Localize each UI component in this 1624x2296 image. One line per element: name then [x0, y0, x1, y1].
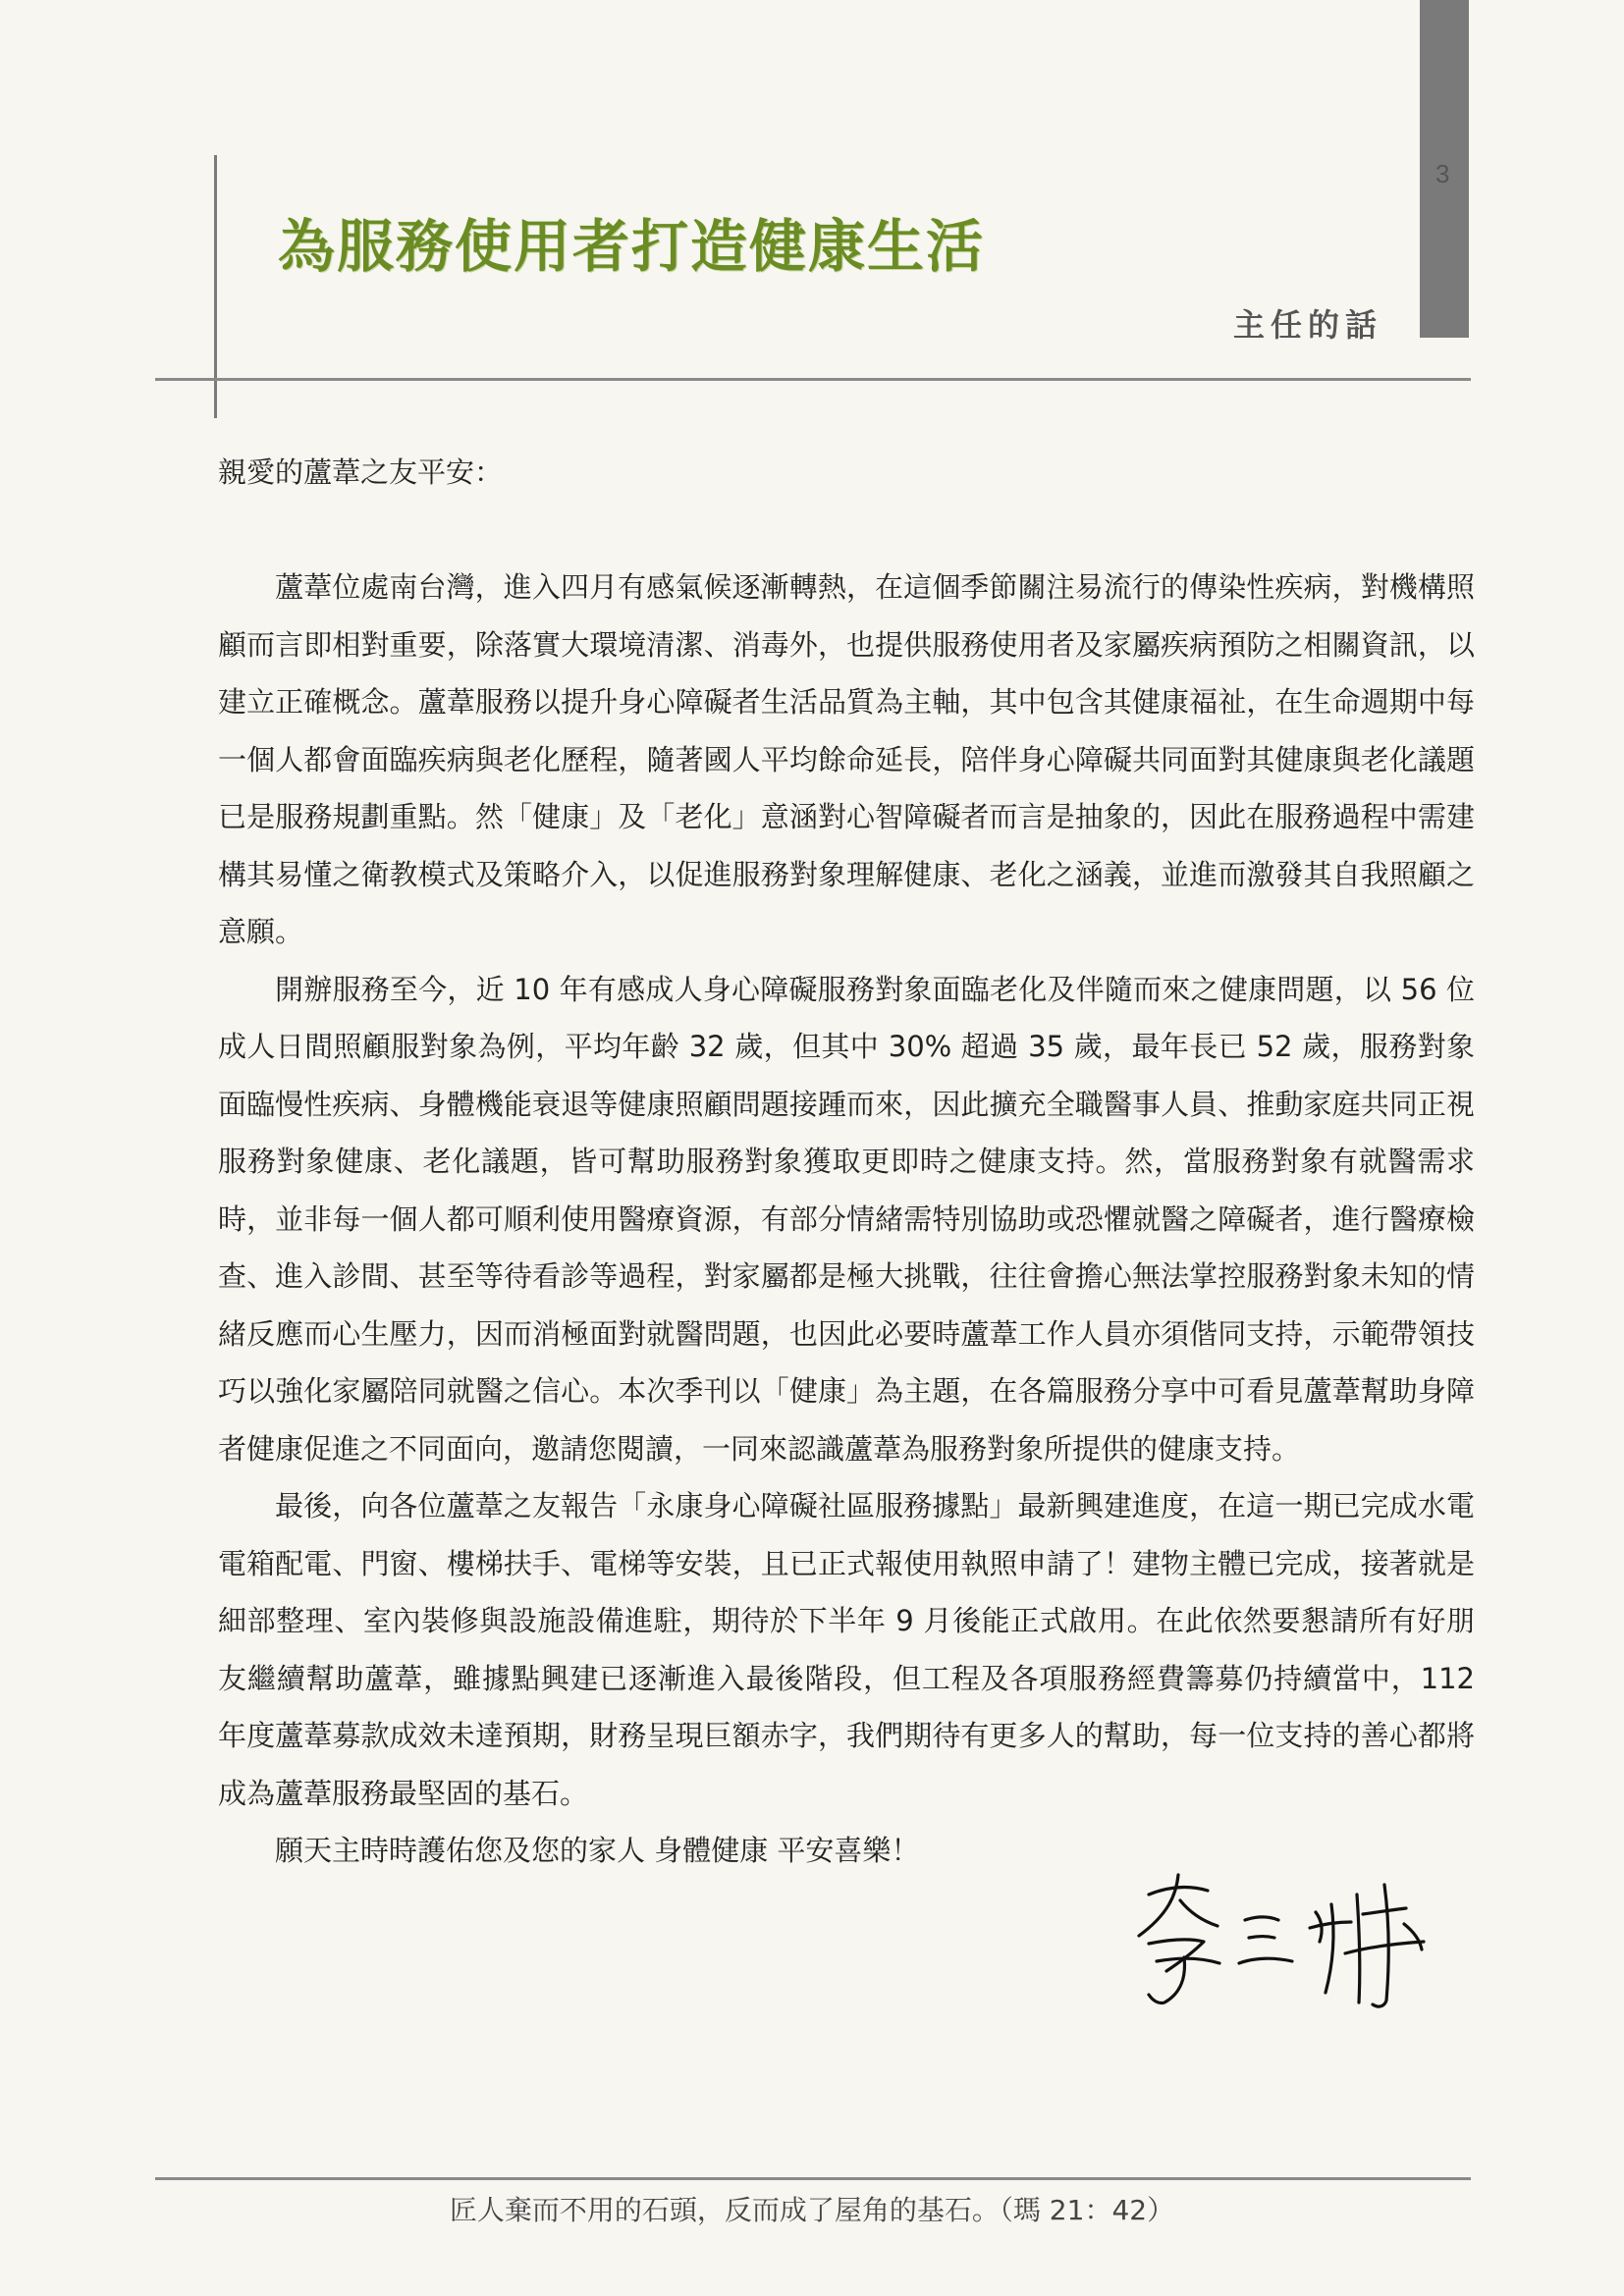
footer-divider: [155, 2177, 1471, 2180]
paragraph-closing: 願天主時時護佑您及您的家人 身體健康 平安喜樂！: [275, 1834, 920, 1867]
paragraph-2: 開辦服務至今，近 10 年有感成人身心障礙服務對象面臨老化及伴隨而來之健康問題，以 56 位成人日間照顧服對象為例，平均年齡 32 歲，但其中 30% 超過 35 歲，最年長已 52 歲，服務對象面臨慢性疾病、身體機能衰退等健康照顧問題接踵而來，因此擴充全職醫事人員、推動家庭共同正視服務對象健康、老化議題，皆可幫助服務對象獲取更即時之健康支持。然，當服務對象有就醫需求時，並非每一個人都可順利使用醫療資源，有部分情緒需特別協助或恐懼就醫之障礙者，進行醫療檢查、進入診間、甚至等待看診等過程，對家屬都是極大挑戰，往往會擔心無法掌控服務對象未知的情緒反應而心生壓力，因而消極面對就醫問題，也因此必要時蘆葦工作人員亦須偕同支持，示範帶領技巧以強化家屬陪同就醫之信心。本次季刊以「健康」為主題，在各篇服務分享中可看見蘆葦幫助身障者健康促進之不同面向，邀請您閱讀，一同來認識蘆葦為服務對象所提供的健康支持。: [218, 972, 1475, 1466]
section-label: 主任的話: [1232, 306, 1382, 344]
footer-quote: 匠人棄而不用的石頭，反而成了屋角的基石。（瑪 21：42）: [449, 2194, 1175, 2226]
paragraph-1: 蘆葦位處南台灣，進入四月有感氣候逐漸轉熱，在這個季節關注易流行的傳染性疾病，對機構照顧而言即相對重要，除落實大環境清潔、消毒外，也提供服務使用者及家屬疾病預防之相關資訊，以建立正確概念。蘆葦服務以提升身心障礙者生活品質為主軸，其中包含其健康福祉，在生命週期中每一個人都會面臨疾病與老化歷程，隨著國人平均餘命延長，陪伴身心障礙共同面對其健康與老化議題已是服務規劃重點。然「健康」及「老化」意涵對心智障礙者而言是抽象的，因此在服務過程中需建構其易懂之衛教模式及策略介入，以促進服務對象理解健康、老化之涵義，並進而激發其自我照顧之意願。: [218, 570, 1475, 948]
salutation: 親愛的蘆葦之友平安：: [218, 455, 504, 489]
page-title: 為服務使用者打造健康生活: [278, 213, 986, 280]
handwritten-signature: [1110, 1865, 1463, 2012]
paragraph-3: 最後，向各位蘆葦之友報告「永康身心障礙社區服務據點」最新興建進度，在這一期已完成水電電箱配電、門窗、樓梯扶手、電梯等安裝，且已正式報使用執照申請了！建物主體已完成，接著就是細部整理、室內裝修與設施設備進駐，期待於下半年 9 月後能正式啟用。在此依然要懇請所有好朋友繼續幫助蘆葦，雖據點興建已逐漸進入最後階段，但工程及各項服務經費籌募仍持續當中，112 年度蘆葦募款成效未達預期，財務呈現巨額赤字，我們期待有更多人的幫助，每一位支持的善心都將成為蘆葦服務最堅固的基石。: [218, 1489, 1475, 1810]
page-number: 3: [1435, 159, 1450, 188]
letter-body: [218, 444, 1475, 1880]
header-divider: [155, 378, 1471, 381]
